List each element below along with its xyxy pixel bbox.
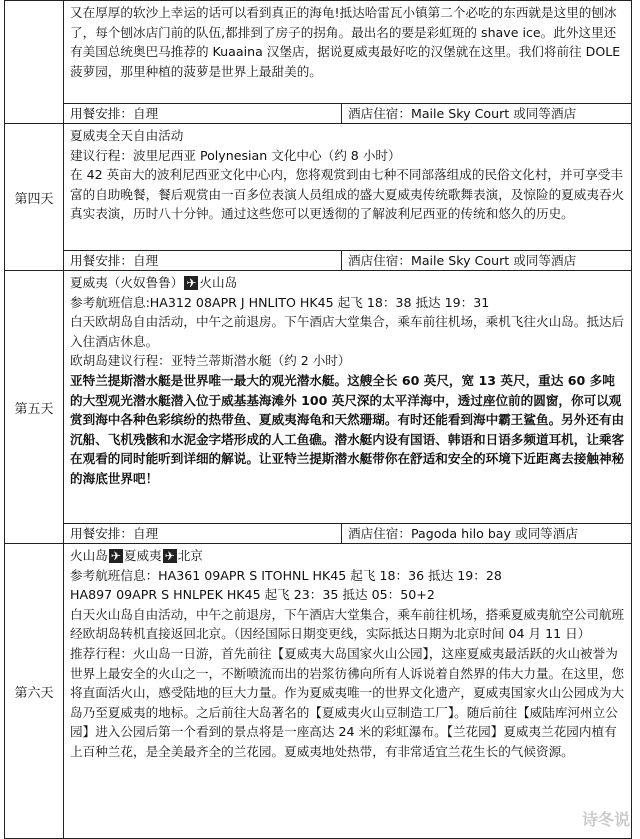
suggested-itinerary: 建议行程：波里尼西亚 Polynesian 文化中心（约 8 小时） (70, 147, 401, 163)
day-label: 第五天 (5, 271, 64, 544)
paragraph: 白天欧胡岛自由活动，中午之前退房。下午酒店大堂集合，乘车前往机场，乘机飞往火山岛。抵达后入住酒店休息。 (70, 314, 625, 349)
meal-hotel-row (64, 103, 631, 123)
airplane-icon: ✈ (110, 549, 121, 563)
meal-arrangement: 用餐安排：自理 (64, 104, 342, 123)
hotel-arrangement: 酒店住宿：Maile Sky Court 或同等酒店 (348, 106, 577, 121)
paragraph: 在 42 英亩大的波利尼西亚文化中心内，您将观赏到由七种不同部落组成的民俗文化村，并可享受丰富的自助晚餐，餐后观赏由一百多位表演人员组成的盛大夏威夷传统歌舞表演，及惊险的夏威夷吞火真实表演，历时八十分钟。通过这些您可以更透彻的了解波利尼西亚的传统和悠久的历史。 (70, 167, 625, 222)
day-label: 第六天 (5, 544, 64, 839)
day-label: 第四天 (5, 124, 64, 271)
day-content (64, 544, 632, 839)
day-label (5, 1, 64, 124)
itinerary-row-day5 (5, 271, 632, 544)
hotel-arrangement: 酒店住宿：Pagoda hilo bay 或同等酒店 (348, 526, 578, 541)
meal-hotel-row (64, 523, 631, 543)
watermark: 诗冬说 (581, 810, 630, 829)
suggested-itinerary: 欧胡岛建议行程：亚特兰蒂斯潜水艇（约 2 小时） (70, 353, 351, 369)
meal-arrangement: 用餐安排：自理 (64, 251, 342, 270)
airplane-icon: ✈ (164, 549, 175, 563)
flight-info: 参考航班信息:HA312 08APR J HNLITO HK45 起飞 18：38 抵达 19：31 (70, 294, 490, 310)
day-content (64, 271, 632, 544)
destination-label: 北京 (177, 548, 203, 563)
paragraph: 亚特兰提斯潜水艇是世界唯一最大的观光潜水艇。这艘全长 60 英尺，宽 13 英尺，重达 60 多吨的大型观光潜水艇潜入位于威基基海滩外 100 英尺深的太平洋海中，透过座位前的圆窗，你可以观赏到海中各种色彩缤纷的热带鱼、夏威夷海龟和天然珊瑚。有时还能看到海中霸王鲨鱼。另外还有由沉船、飞机残骸和水泥金字塔形成的人工鱼礁。潜水艇内设有国语、韩语和日语多频道耳机，让乘客在观看的同时能听到详细的解说。让亚特兰提斯潜水艇带你在舒适和安全的环境下近距离去接触神秘的海底世界吧！ (70, 372, 625, 486)
transit-label: 夏威夷 (123, 548, 162, 563)
day-content (64, 1, 632, 124)
itinerary-row-day6 (5, 544, 632, 839)
itinerary-sheet (4, 0, 632, 836)
itinerary-row-day4 (5, 124, 632, 271)
destination-label: 火山岛 (199, 275, 238, 290)
paragraph: 又在厚厚的软沙上幸运的话可以看到真正的海龟!抵达哈雷瓦小镇第二个必吃的东西就是这里的刨冰了，每个刨冰店门前的队伍,都排到了房子的拐角。最出名的要是彩虹斑的 shave ice。此外这里还有美国总统奥巴马推荐的 Kuaaina 汉堡店，据说夏威夷最好吃的汉堡就在这里。我们将前往 DOLE 菠萝园，那里种植的菠萝是世界上最甜美的。 (70, 5, 621, 79)
meal-arrangement: 用餐安排：自理 (64, 524, 342, 543)
paragraph: 推荐行程：火山岛一日游，首先前往【夏威夷大岛国家火山公园】，这座夏威夷最活跃的火山被誉为世界上最安全的火山之一，不断喷流而出的岩浆彷彿向所有人诉说着自然界的伟大力量。在这里，您将直面活火山，感受陆地的巨大力量。作为夏威夷唯一的世界文化遗产，夏威夷国家火山公园成为大岛乃至夏威夷的地标。之后前往大岛著名的【夏威夷火山豆制造工厂】。随后前往【威陆库河州立公园】进入公园后第一个看到的景点将是一座高达 24 米的彩虹瀑布。【兰花园】夏威夷兰花园内植有上百种兰花，是全美最齐全的兰花园。夏威夷地处热带，有非常适宜兰花生长的气候资源。 (70, 645, 625, 759)
paragraph: 白天火山岛自由活动，中午之前退房，下午酒店大堂集合，乘车前往机场，搭乘夏威夷航空公司航班经欧胡岛转机直接返回北京。（因经国际日期变更线，实际抵达日期为北京时间 04 月 11 日） (70, 606, 625, 642)
airplane-icon: ✈ (186, 276, 197, 290)
origin-label: 火山岛 (70, 548, 108, 563)
hotel-arrangement: 酒店住宿：Maile Sky Court 或同等酒店 (348, 253, 577, 268)
flight-info: 参考航班信息：HA361 09APR S ITOHNL HK45 起飞 18：36 抵达 19：28 (70, 567, 502, 583)
meal-hotel-row (64, 250, 631, 270)
day-title (70, 273, 625, 293)
day-title (70, 546, 625, 566)
origin-label: 夏威夷（火奴鲁鲁） (70, 275, 184, 290)
flight-info: HA897 09APR S HNLPEK HK45 起飞 23：35 抵达 05：50+2 (70, 587, 435, 603)
day-title: 夏威夷全天自由活动 (70, 128, 184, 143)
day-content (64, 124, 632, 271)
itinerary-table (4, 0, 632, 839)
itinerary-row-continued (5, 1, 632, 124)
